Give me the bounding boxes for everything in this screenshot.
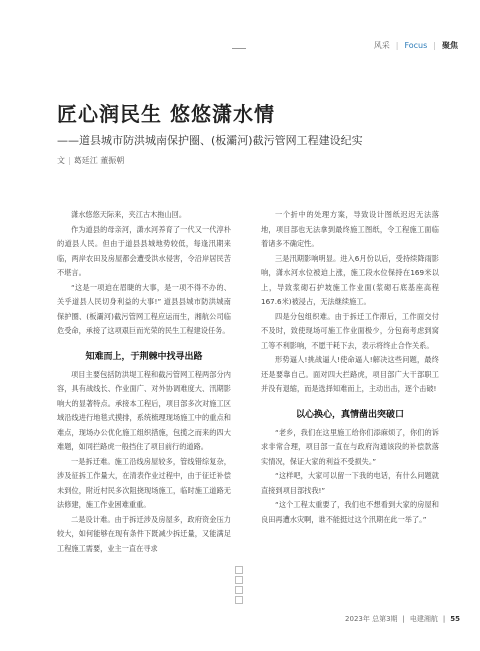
body-paragraph: 四是分包组织难。由于拆迁工作滞后，工作面交付不及时，致使现场可施工作业面极少，分包商考虑到窝工等不利影响，不愿干耗下去，表示将终止合作关系。 [261,311,439,350]
body-paragraph: “老乡，我们在这里施工给你们添麻烦了，你们的诉求非常合理，项目部一直在与政府沟通该段的补偿款落实情况，保证大家的利益不受损失。” [261,427,439,466]
footer-separator: | [442,615,446,623]
body-paragraph: 二是设计难。由于拆迁涉及房屋多，政府资金压力较大，如何能够在现有条件下既减少拆迁量，又能满足工程施工需要，业主一直在寻求 [57,514,231,553]
byline-authors: 葛廷江 董振朝 [73,156,125,165]
column-divider-box [235,596,243,604]
body-paragraph: 三是汛期影响明显。进入6月份以后，受持续降雨影响，潇水河水位被迫上涨，施工段水位保持在169米以上，导致浆砌石护坡施工作业面(浆砌石底基座高程167.6米)被浸占，无法继续施工。 [261,253,439,306]
byline-separator: | [68,156,71,165]
body-paragraph: “这是一项迫在眉睫的大事，是一项不得不办的、关乎道县人民切身利益的大事!” 道县县城市防洪城南保护圈、(板灞河)截污管网工程应运而生，湘航公司临危受命，承接了这项艰巨而光荣的民生工程建设任务。 [57,282,231,335]
section-heading: 知难而上，于荆棘中找寻出路 [85,351,203,362]
body-paragraph: 项目主要包括防洪堤工程和截污管网工程两部分内容，具有战线长、作业面广、对外协调难度大、汛期影响大的显著特点。承接本工程后，项目部多次对施工区域沿线进行地毯式摸排，系统梳理现场施工中的重点和难点，现场办公优化施工组织措施，包揽之而来的四大难题，如同拦路虎一般挡住了项目前行的道路。 [57,369,231,451]
body-paragraph: 一个折中的处理方案，导致设计图纸迟迟无法落地，项目部也无法拿到最终施工图纸，令工程施工面临着诸多不确定性。 [261,210,439,248]
left-column [57,208,231,556]
header-separator: | [433,41,436,50]
footer-separator: | [402,615,405,623]
body-paragraph: 潇水悠悠天际来，夹江古木拖山回。 [71,210,187,219]
body-paragraph: 一是拆迁难。施工沿线房屋较多，管线错综复杂，涉及征拆工作量大，在清表作业过程中，由于征迁补偿未到位，附近村民多次阻挠现场施工，临时施工道路无法修建，施工作业困难重重。 [57,456,231,509]
footer-issue: 2023年 总第3期 [345,615,398,623]
header-focus: Focus [404,41,428,50]
column-divider-box [235,576,243,584]
page-header [374,40,458,51]
header-separator: | [395,41,399,50]
body-paragraph: 作为道县的母亲河，潇水河养育了一代又一代淳朴的道县人民。但由于道县县城地势较低，每逢汛期来临，两岸农田及房屋都会遭受洪水侵害，令沿岸居民苦不堪言。 [57,224,231,277]
article-subtitle: ——道县城市防洪城南保护圈、(板灞河)截污管网工程建设纪实 [57,134,363,147]
byline [57,155,124,166]
body-paragraph: 形势逼人!挑战逼人!使命逼人!解决这些问题，最终还是要靠自己。面对四大拦路虎，项目部广大干部职工并没有退缩，而是选择知难而上，主动出击，逐个击破! [261,355,439,393]
article-title: 匠心润民生 悠悠潇水情 [57,102,275,126]
footer-page-number: 55 [450,615,460,623]
body-paragraph: “这样吧，大家可以留一下我的电话，有什么问题就直接到项目部找我!” [261,471,439,495]
body-paragraph: “这个工程太重要了，我们也不想看到大家的房屋和良田再遭水灾啊，谁不能挺过这个汛期在此一举了。” [261,500,439,524]
page-footer [345,614,460,624]
column-divider-box [235,586,243,594]
header-brand: 风采 [373,41,390,50]
column-divider-box [235,566,243,574]
footer-publication: 电建湘航 [409,615,438,623]
byline-prefix: 文 [57,156,65,165]
right-column [261,208,439,527]
top-center-rule [232,48,246,49]
section-heading: 以心换心，真情凿出突破口 [295,409,404,420]
header-section: 聚焦 [442,41,458,50]
